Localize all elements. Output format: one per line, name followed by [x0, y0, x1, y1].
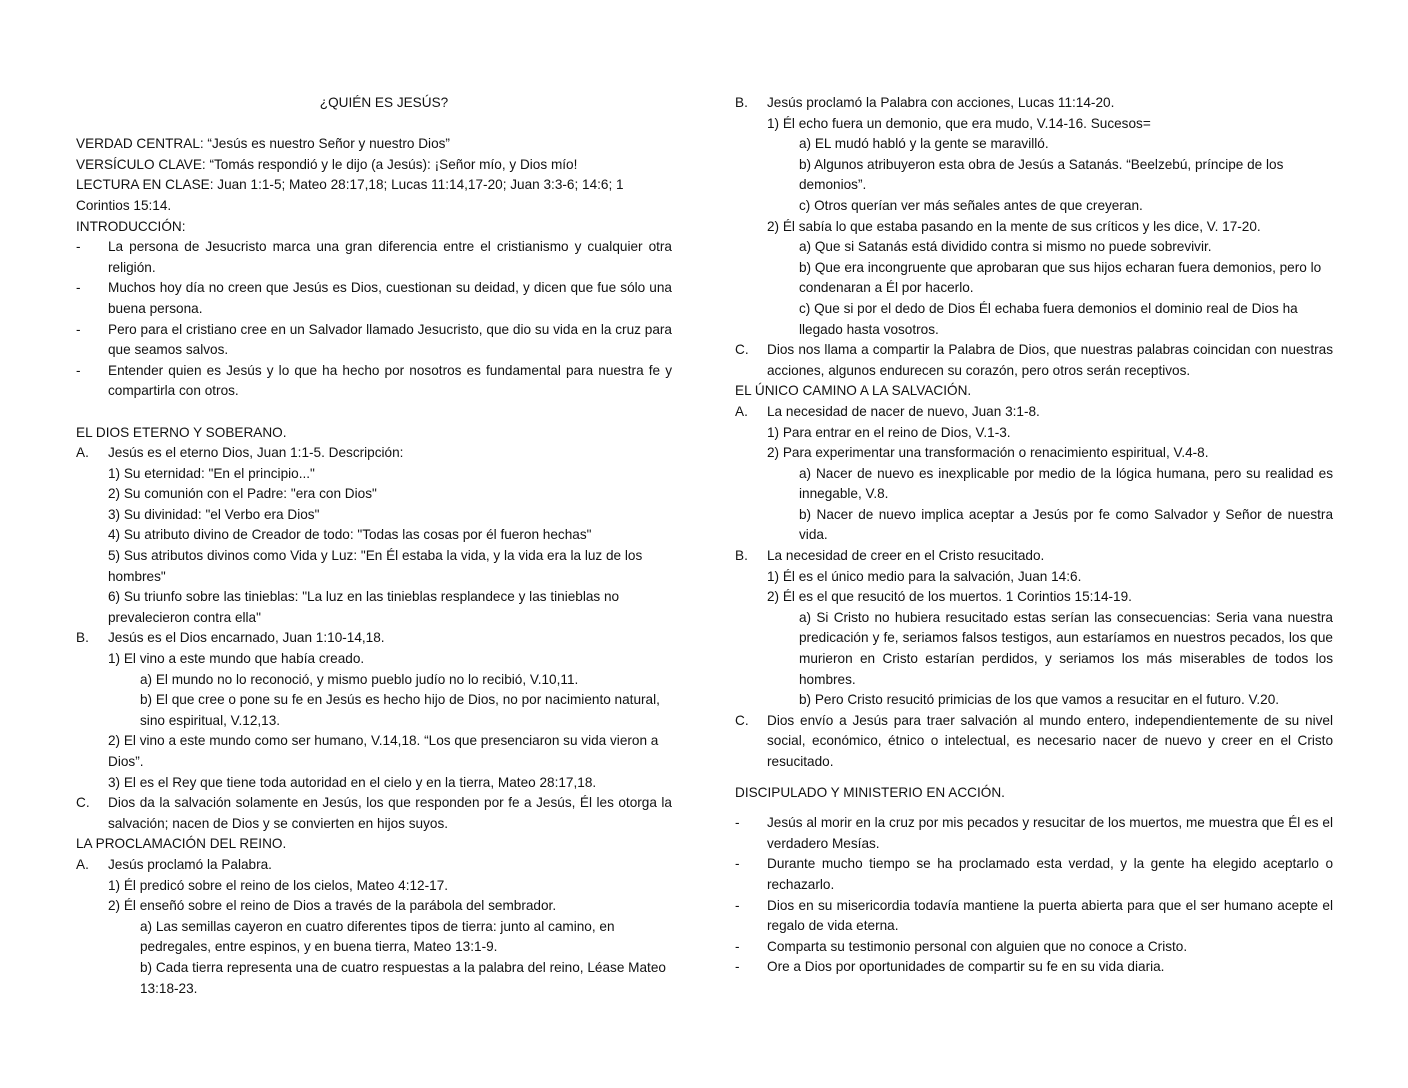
section-heading: DISCIPULADO Y MINISTERIO EN ACCIÓN. [735, 784, 1005, 800]
discipleship-item: - Comparta su testimonio personal con alguien que no conoce a Cristo. [735, 938, 1188, 954]
discipleship-item: - Dios en su misericordia todavía mantiene la puerta abierta para que el ser humano acepte el regalo de vida eterna. [735, 897, 1333, 934]
sub-sub-item: b) Pero Cristo resucitó primicias de los que vamos a resucitar en el futuro. V.20. [799, 692, 1280, 708]
sub-item: 2) Él es el que resucitó de los muertos. 1 Corintios 15:14-19. [767, 589, 1132, 605]
sub-sub-item: a) Que si Satanás está dividido contra si mismo no puede sobrevivir. [799, 239, 1212, 255]
outline-item-b: B. Jesús es el Dios encarnado, Juan 1:10-14,18. [76, 630, 385, 646]
sub-sub-item: a) Si Cristo no hubiera resucitado estas serían las consecuencias: Seria vana nuestra predicación y fe, seriamos falsos testigos, aun estaríamos en nuestros pecados, los que murieron en Cristo estarían perdidos, y seriamos los más miserables de todos los hombres. [799, 609, 1333, 687]
sub-sub-item: c) Que si por el dedo de Dios Él echaba fuera demonios el dominio real de Dios ha llegado hasta vosotros. [799, 300, 1298, 337]
sub-item: 2) Él sabía lo que estaba pasando en la mente de sus críticos y les dice, V. 17-20. [767, 218, 1261, 234]
sub-item: 2) Para experimentar una transformación o renacimiento espiritual, V.4-8. [767, 445, 1209, 461]
sub-item: 3) El es el Rey que tiene toda autoridad en el cielo y en la tierra, Mateo 28:17,18. [108, 774, 597, 790]
spacer [76, 402, 672, 423]
right-column [735, 93, 1333, 978]
sub-item: 2) El vino a este mundo como ser humano, V.14,18. “Los que presenciaron su vida vieron a Dios”. [108, 733, 659, 769]
sub-sub-item: b) Nacer de nuevo implica aceptar a Jesús por fe como Salvador y Señor de nuestra vida. [799, 506, 1333, 543]
spacer [735, 803, 1333, 813]
sub-sub-item: a) Nacer de nuevo es inexplicable por medio de la lógica humana, pero su realidad es innegable, V.8. [799, 465, 1333, 502]
section-heading: LA PROCLAMACIÓN DEL REINO. [76, 836, 287, 852]
sub-sub-item: b) Algunos atribuyeron esta obra de Jesús a Satanás. “Beelzebú, príncipe de los demonios”. [799, 156, 1284, 193]
sub-sub-item: a) EL mudó habló y la gente se maravilló. [799, 136, 1049, 152]
sub-sub-item: a) El mundo no lo reconoció, y mismo pueblo judío no lo recibió, V.10,11. [140, 671, 579, 687]
sub-item: 2) Su comunión con el Padre: "era con Dios" [108, 486, 377, 502]
discipleship-item: - Durante mucho tiempo se ha proclamado esta verdad, y la gente ha elegido aceptarlo o rechazarlo. [735, 856, 1333, 892]
outline-item-b: B. La necesidad de creer en el Cristo resucitado. [735, 548, 1045, 564]
section-heading: EL ÚNICO CAMINO A LA SALVACIÓN. [735, 383, 972, 399]
outline-item-b: B. Jesús proclamó la Palabra con acciones, Lucas 11:14-20. [735, 95, 1115, 110]
outline-item-c: C. Dios da la salvación solamente en Jesús, los que responden por fe a Jesús, Él les otorga la salvación; nacen de Dios y se convierten en hijos suyos. [76, 795, 672, 831]
sub-item: 6) Su triunfo sobre las tinieblas: "La luz en las tinieblas resplandece y las tinieblas no prevalecieron contra ella" [108, 589, 620, 625]
sub-sub-item: a) Las semillas cayeron en cuatro diferentes tipos de tierra: junto al camino, en pedregales, entre espinos, y en buena tierra, Mateo 13:1-9. [140, 918, 615, 955]
sub-item: 2) Él enseñó sobre el reino de Dios a través de la parábola del sembrador. [108, 898, 557, 914]
sub-item: 5) Sus atributos divinos como Vida y Luz: "En Él estaba la vida, y la vida era la luz de los hombres" [108, 548, 643, 584]
sub-sub-item: c) Otros querían ver más señales antes de que creyeran. [799, 197, 1143, 213]
sub-item: 1) Él echo fuera un demonio, que era mudo, V.14-16. Sucesos= [767, 115, 1151, 131]
sub-item: 1) Él es el único medio para la salvación, Juan 14:6. [767, 568, 1082, 584]
intro-item: - La persona de Jesucristo marca una gran diferencia entre el cristianismo y cualquier otra religión. [76, 239, 672, 275]
outline-item-a: A. Jesús proclamó la Palabra. [76, 856, 272, 872]
outline-item-a: A. Jesús es el eterno Dios, Juan 1:1-5. Descripción: [76, 445, 404, 461]
discipleship-item: - Ore a Dios por oportunidades de compartir su fe en su vida diaria. [735, 959, 1165, 975]
sub-item: 1) Él predicó sobre el reino de los cielos, Mateo 4:12-17. [108, 877, 449, 893]
outline-item-c: C. Dios envío a Jesús para traer salvación al mundo entero, independientemente de su nivel social, económico, étnico o intelectual, es necesario nacer de nuevo y creer en el Cristo resucitado. [735, 712, 1333, 769]
outline-item-a: A. La necesidad de nacer de nuevo, Juan 3:1-8. [735, 403, 1040, 419]
left-column [76, 93, 672, 999]
sub-sub-item: b) Cada tierra representa una de cuatro respuestas a la palabra del reino, Léase Mateo 13:18-23. [140, 959, 666, 996]
outline-item-c: C. Dios nos llama a compartir la Palabra de Dios, que nuestras palabras coincidan con nuestras acciones, algunos endurecen su corazón, pero otros serán receptivos. [735, 342, 1333, 378]
versiculo-clave: VERSÍCULO CLAVE: “Tomás respondió y le dijo (a Jesús): ¡Señor mío, y Dios mío! [76, 156, 578, 172]
spacer [76, 114, 672, 135]
lectura-en-clase: LECTURA EN CLASE: Juan 1:1-5; Mateo 28:17,18; Lucas 11:14,17-20; Juan 3:3-6; 14:6; 1 Corintios 15:14. [76, 177, 624, 213]
spacer [735, 773, 1333, 783]
sub-item: 4) Su atributo divino de Creador de todo: "Todas las cosas por él fueron hechas" [108, 527, 592, 543]
sub-sub-item: b) Que era incongruente que aprobaran que sus hijos echaran fuera demonios, pero lo condenaran a Él por hacerlo. [799, 259, 1322, 296]
page-title: ¿QUIÉN ES JESÚS? [319, 95, 449, 110]
sub-sub-item: b) El que cree o pone su fe en Jesús es hecho hijo de Dios, no por nacimiento natural, sino espiritual, V.12,13. [140, 692, 660, 728]
sub-item: 1) Para entrar en el reino de Dios, V.1-3. [767, 424, 1011, 440]
intro-item: - Pero para el cristiano cree en un Salvador llamado Jesucristo, que dio su vida en la cruz para que seamos salvos. [76, 321, 672, 358]
sub-item: 1) Su eternidad: "En el principio..." [108, 465, 315, 481]
intro-heading: INTRODUCCIÓN: [76, 218, 186, 234]
intro-item: - Muchos hoy día no creen que Jesús es Dios, cuestionan su deidad, y dicen que fue sólo una buena persona. [76, 280, 672, 316]
discipleship-item: - Jesús al morir en la cruz por mis pecados y resucitar de los muertos, me muestra que Él es el verdadero Mesías. [735, 815, 1333, 851]
sub-item: 1) El vino a este mundo que había creado. [108, 651, 365, 667]
section-heading: EL DIOS ETERNO Y SOBERANO. [76, 424, 287, 440]
intro-item: - Entender quien es Jesús y lo que ha hecho por nosotros es fundamental para nuestra fe y compartirla con otros. [76, 362, 672, 399]
verdad-central: VERDAD CENTRAL: “Jesús es nuestro Señor y nuestro Dios” [76, 136, 450, 152]
sub-item: 3) Su divinidad: "el Verbo era Dios" [108, 506, 320, 522]
